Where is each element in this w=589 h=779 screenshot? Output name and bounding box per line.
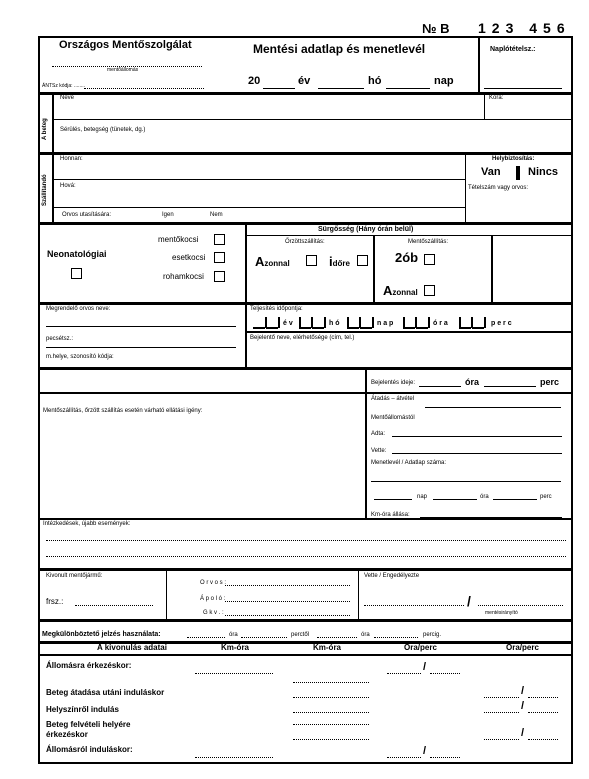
bejelentes-perc: perc [540,377,560,387]
orzott-azonnal-checkbox[interactable] [306,255,317,266]
mhely-label: m.helye, szonosító kódja: [46,354,114,360]
intezkedesek-label: Intézkedések, újabb események: [43,521,131,527]
menet-ora: óra [480,494,489,500]
table-row-helyszinrol: Helyszínről indulás [46,705,119,714]
apolo-label: Á p o l ó : [200,596,226,602]
orzott-azonnal-label: Azonnal [255,254,290,269]
kora-label: Kora: [489,95,504,101]
neonat-label-bold: Neonatológiai [47,249,107,259]
ket-ob-label: 2ób [395,250,419,265]
neve-label: Neve [60,95,75,101]
date-ho: hó [368,75,382,87]
neonat-checkbox[interactable] [71,268,82,279]
teljesites-slots: é v h ó n a p ó r a p e r c [253,317,571,329]
szallitando-side-label: Szállítandó [42,174,48,206]
table-row-beteg-felveteli: Beteg felvételi helyére érkezéskor [46,720,131,739]
hova-label: Hová: [60,183,76,189]
vette-slash: / [467,593,471,609]
col-header-adatai: A kivonulás adatai [97,643,167,652]
van-nincs-separator [516,166,520,180]
van-option[interactable]: Van [481,166,501,178]
kmora-allasa-label: Km-óra állása: [371,512,410,518]
rohamkocsi-checkbox[interactable] [214,271,225,282]
jelzes-ora: óra [229,632,238,638]
mento-azonnal-label: Azonnal [383,283,418,298]
megrendelo-orvos-label: Megrendelő orvos neve: [46,306,111,312]
serial-number: 123 456 [478,20,571,36]
teljesites-label: Teljesítés időpontja: [250,306,303,312]
kivonult-jarmu-label: Kivonult mentőjármű: [46,573,103,579]
orzott-label: Őrzöttszállítás: [285,239,325,245]
date-nap: nap [434,75,454,87]
frsz-label: frsz.: [46,597,64,606]
jelzes-perctol: perctől [291,632,310,638]
table-row-allomasrol: Állomásról induláskor: [46,745,133,754]
atadas-label: Átadás – átvétel [371,396,415,402]
bejelentes-ideje-label: Bejelentés ideje: [371,380,416,386]
adta-label: Adta: [371,431,386,437]
honnan-label: Honnan: [60,156,83,162]
surgosseg-title: Sürgősség (Hány órán belül) [318,226,414,233]
mentokocsi-label: mentőkocsi [158,235,199,244]
igen-option[interactable]: Igen [162,212,174,218]
jelzes-percig: percig. [423,632,442,638]
mentokocsi-checkbox[interactable] [214,234,225,245]
naplo-label: Naplótételsz.: [490,46,536,53]
bejelento-label: Bejelentő neve, elérhetősége (cím, tel.) [250,335,355,341]
beteg-side-label: A beteg [42,118,48,140]
rohamkocsi-label: rohamkocsi [163,272,204,281]
helybiztositas-label: Helybiztosítás: [492,156,535,162]
vette-label: Vette: [371,448,387,454]
mentoallomas-label: mentőállomás [107,67,139,73]
col-header-kmora-2: Km-óra [313,643,342,652]
date-ev: év [298,75,311,87]
bejelentes-ora: óra [465,377,480,387]
menet-perc: perc [540,494,552,500]
mentoszallitas-label: Mentőszállítás: [408,239,449,245]
gkv-label: G k v . : [203,610,224,616]
orzott-idore-label: időre [329,254,350,269]
col-header-kmora-1: Km-óra [221,643,250,652]
col-header-orapers-2: Óra/perc [506,643,539,652]
vette-engedelyezte-label: Vette / Engedélyezte [364,573,420,579]
esetkocsi-label: esetkocsi [172,253,206,262]
orvos-utasitasa-label: Orvos utasítására: [62,212,112,218]
orzott-idore-checkbox[interactable] [357,255,368,266]
varhato-label: Mentőszállítás, őrzött szállítás esetén várható ellátási igény: [43,408,203,414]
nincs-option[interactable]: Nincs [528,166,558,178]
tetelszam-label: Tételszám vagy orvos: [468,185,529,191]
mento-azonnal-checkbox[interactable] [424,285,435,296]
ket-ob-checkbox[interactable] [424,254,435,265]
serial-prefix: № B [422,21,450,36]
antsz-label: ÁNTSz kódja: ........ [42,83,86,89]
jelzes-label: Megkülönböztető jelzés használata: [42,631,161,638]
menet-nap: nap [417,494,428,500]
date-20: 20 [248,75,261,87]
pecsetsz-label: pecsétsz.: [46,336,74,342]
mentoallomastol-label: Mentőállomástól [371,415,415,421]
org-name: Országos Mentőszolgálat [59,39,192,51]
form-title: Mentési adatlap és menetlevél [253,42,426,56]
mentoiranyito-label: mentésirányító [485,610,518,616]
table-row-beteg-atadasa: Beteg átadása utáni induláskor [46,688,165,697]
orvos-label: O r v o s : [200,580,227,586]
table-row-allomasra: Állomásra érkezéskor: [46,661,132,670]
esetkocsi-checkbox[interactable] [214,252,225,263]
nem-option[interactable]: Nem [210,212,223,218]
serules-label: Sérülés, betegség (tünetek, dg.) [60,127,146,133]
jelzes-ora2: óra [361,632,370,638]
menetlevel-label: Menetlevél / Adatlap száma: [371,460,447,466]
col-header-orapers-1: Óra/perc [404,643,437,652]
